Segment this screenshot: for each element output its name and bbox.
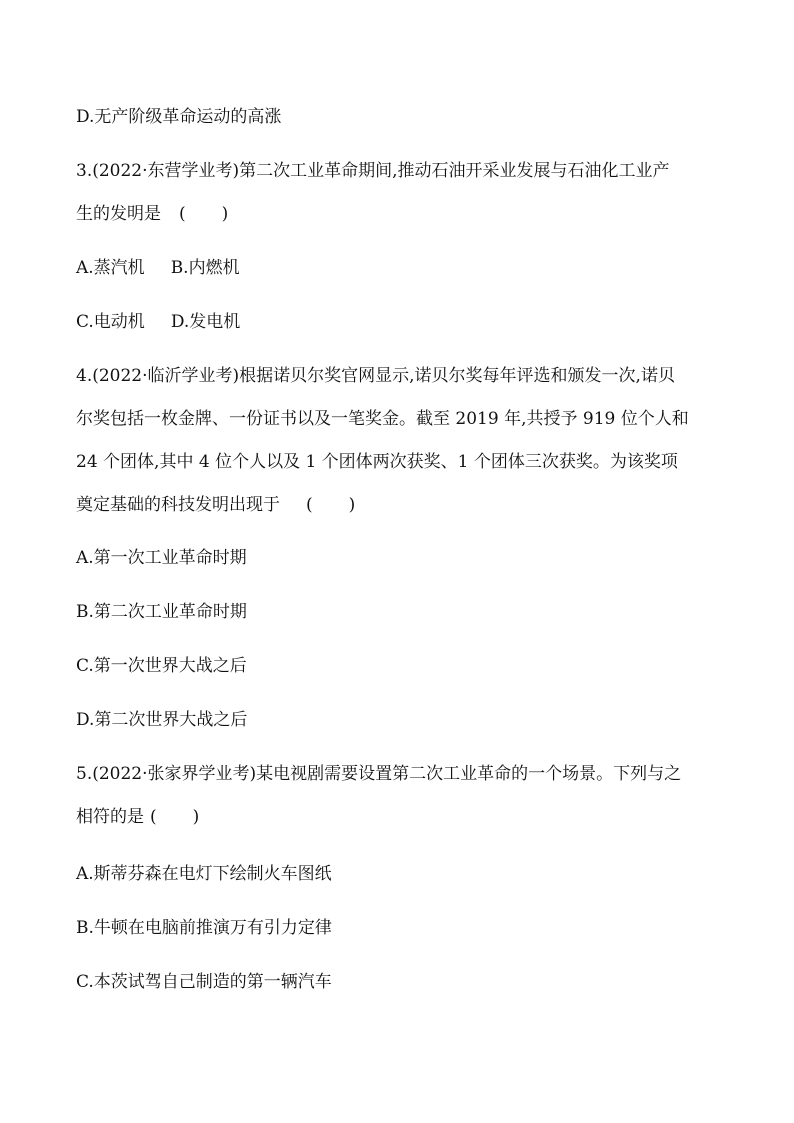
question-4 [76,355,726,527]
answer-blank: ( ) [306,495,356,515]
question-5 [76,753,726,839]
option-d: D.第二次世界大战之后 [76,710,248,730]
answer-blank: ( ) [150,807,200,827]
question-3-stem-line-1: 3.(2022·东营学业考)第二次工业革命期间,推动石油开采业发展与石油化工业产 [76,161,670,181]
option-c: C.电动机 [76,312,145,332]
option-a: A.斯蒂芬森在电灯下绘制火车图纸 [76,864,332,884]
question-4-options [76,537,726,753]
question-4-stem-line-1: 4.(2022·临沂学业考)根据诺贝尔奖官网显示,诺贝尔奖每年评选和颁发一次,诺贝 [76,366,675,386]
option-b: B.内燃机 [170,258,240,278]
question-4-stem-line-3: 24 个团体,其中 4 位个人以及 1 个团体两次获奖、1 个团体三次获奖。为该奖项 [76,452,678,472]
option-a: A.蒸汽机 [76,258,145,278]
question-3-options-cd [76,301,726,344]
option-d: D.无产阶级革命运动的高涨 [76,107,282,127]
question-4-stem-line-4: 奠定基础的科技发明出现于 ( ) [76,484,726,527]
option-c: C.第一次世界大战之后 [76,656,247,676]
question-5-stem-line-2: 相符的是 ( ) [76,796,726,839]
question-3-stem-line-2: 生的发明是 ( ) [76,193,726,236]
question-4-stem-line-2: 尔奖包括一枚金牌、一份证书以及一笔奖金。截至 2019 年,共授予 919 位个人和 [76,409,689,429]
option-b: B.牛顿在电脑前推演万有引力定律 [76,918,332,938]
question-3-options-ab [76,247,726,290]
question-3 [76,150,726,236]
option-c: C.本茨试驾自己制造的第一辆汽车 [76,972,332,992]
option-d: D.发电机 [170,312,241,332]
option-a: A.第一次工业革命时期 [76,548,247,568]
question-5-stem-line-1: 5.(2022·张家界学业考)某电视剧需要设置第二次工业革命的一个场景。下列与之 [76,764,682,784]
option-b: B.第二次工业革命时期 [76,602,247,622]
answer-blank: ( ) [179,204,229,224]
question-5-options [76,853,726,1015]
prev-question-option-d [76,96,726,139]
